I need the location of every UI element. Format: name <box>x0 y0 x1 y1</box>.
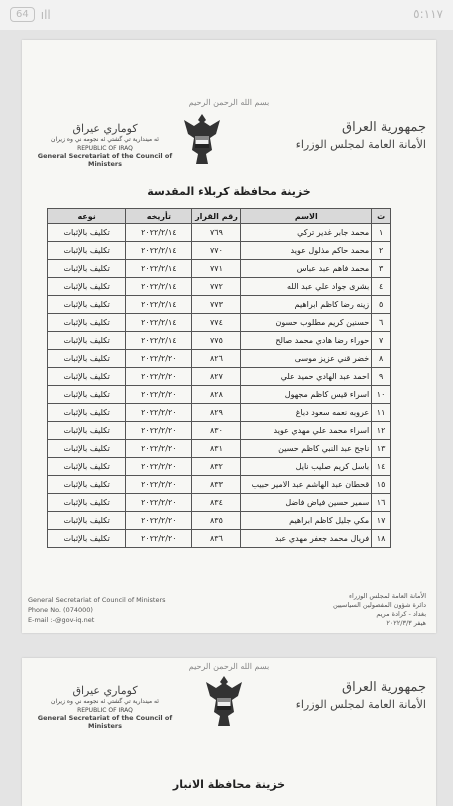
row-number: ٤ <box>372 278 391 296</box>
row-number: ٣ <box>372 260 391 278</box>
table-row <box>48 224 391 242</box>
row-type: تكليف بالإثبات <box>48 440 126 458</box>
row-number: ٢ <box>372 242 391 260</box>
table-row <box>48 440 391 458</box>
row-type: تكليف بالإثبات <box>48 404 126 422</box>
row-date: ٢٠٢٢/٢/٢٠ <box>126 350 192 368</box>
row-name: محمد فاهم عبد عباس <box>241 260 372 278</box>
footer-signature <box>333 592 426 628</box>
table-row <box>48 368 391 386</box>
table-row <box>48 494 391 512</box>
row-number: ٦ <box>372 314 391 332</box>
row-decision-no: ٨٣٦ <box>192 530 241 548</box>
row-type: تكليف بالإثبات <box>48 386 126 404</box>
table-row <box>48 458 391 476</box>
table-row <box>48 314 391 332</box>
header-republic-en: REPUBLIC OF IRAQ <box>77 707 133 714</box>
row-decision-no: ٨٣٥ <box>192 512 241 530</box>
row-decision-no: ٨٢٩ <box>192 404 241 422</box>
footer-sig-line3: بغداد - كرادة مريم <box>376 610 426 618</box>
row-type: تكليف بالإثبات <box>48 530 126 548</box>
col-no: ت <box>372 209 391 224</box>
row-name: ناجح عبد النبي كاظم حسين <box>241 440 372 458</box>
row-type: تكليف بالإثبات <box>48 422 126 440</box>
row-decision-no: ٧٧٤ <box>192 314 241 332</box>
row-decision-no: ٨٢٨ <box>192 386 241 404</box>
row-name: خضر قني عزيز موسى <box>241 350 372 368</box>
row-decision-no: ٨٢٦ <box>192 350 241 368</box>
row-name: محمد حاكم مذلول عويد <box>241 242 372 260</box>
header-secretariat: الأمانة العامة لمجلس الوزراء <box>295 698 426 711</box>
iraq-eagle-emblem-icon <box>180 110 224 168</box>
table-header-row <box>48 209 391 224</box>
footer-sig-line2: دائرة شؤون المفصولين السياسيين <box>333 601 426 609</box>
table-row <box>48 332 391 350</box>
row-name: بشرى جواد علي عبد الله <box>241 278 372 296</box>
row-type: تكليف بالإثبات <box>48 296 126 314</box>
row-date: ٢٠٢٢/٢/٢٠ <box>126 476 192 494</box>
row-decision-no: ٨٣٣ <box>192 476 241 494</box>
footer-org: General Secretariat of Council of Ministers <box>28 596 166 604</box>
header-kurdish-title: كوماري عيراق <box>72 122 138 135</box>
row-date: ٢٠٢٢/٢/١٤ <box>126 224 192 242</box>
row-type: تكليف بالإثبات <box>48 260 126 278</box>
footer-contact <box>28 595 166 625</box>
row-date: ٢٠٢٢/٢/١٤ <box>126 332 192 350</box>
header-kurdish-subtitle: ئه ميندارية تي گشتي ئه نجومه ني وه زيران <box>51 698 159 705</box>
row-name: حسنين كريم مطلوب حسون <box>241 314 372 332</box>
document-page-2 <box>22 658 436 806</box>
row-type: تكليف بالإثبات <box>48 512 126 530</box>
header-kurdish-title: كوماري عيراق <box>72 684 138 697</box>
header-kurdish-subtitle: ئه ميندارية تي گشتي ئه نجومه ني وه زيران <box>51 136 159 143</box>
battery-indicator: 64 <box>10 7 35 22</box>
col-type: نوعه <box>48 209 126 224</box>
row-date: ٢٠٢٢/٢/٢٠ <box>126 494 192 512</box>
row-type: تكليف بالإثبات <box>48 350 126 368</box>
row-date: ٢٠٢٢/٢/١٤ <box>126 260 192 278</box>
col-decision: رقم القرار <box>192 209 241 224</box>
iraq-eagle-emblem-icon <box>202 672 246 730</box>
row-name: حوراء رضا هادي محمد صالح <box>241 332 372 350</box>
row-decision-no: ٧٦٩ <box>192 224 241 242</box>
row-name: محمد جابر غدير تركي <box>241 224 372 242</box>
row-number: ١٦ <box>372 494 391 512</box>
row-number: ١٠ <box>372 386 391 404</box>
table-row <box>48 350 391 368</box>
names-table <box>47 208 391 548</box>
row-name: فريال محمد جعفر مهدي عبد <box>241 530 372 548</box>
header-secretariat-en: General Secretariat of the Council of Ministers <box>37 152 173 168</box>
table-row <box>48 422 391 440</box>
row-name: مكي جليل كاظم ابراهيم <box>241 512 372 530</box>
row-number: ١٤ <box>372 458 391 476</box>
row-date: ٢٠٢٢/٢/١٤ <box>126 278 192 296</box>
col-name: الاسم <box>241 209 372 224</box>
header-secretariat-en: General Secretariat of the Council of Ministers <box>37 714 173 730</box>
row-type: تكليف بالإثبات <box>48 314 126 332</box>
row-date: ٢٠٢٢/٢/١٤ <box>126 296 192 314</box>
row-number: ١٥ <box>372 476 391 494</box>
footer-phone: Phone No. (074000) <box>28 606 93 614</box>
row-date: ٢٠٢٢/٢/٢٠ <box>126 458 192 476</box>
row-date: ٢٠٢٢/٢/٢٠ <box>126 512 192 530</box>
row-decision-no: ٨٣٠ <box>192 422 241 440</box>
row-name: اسراء قيس كاظم مجهول <box>241 386 372 404</box>
status-bar <box>0 0 453 30</box>
row-date: ٢٠٢٢/٢/١٤ <box>126 242 192 260</box>
table-row <box>48 296 391 314</box>
footer-sig-line1: الأمانة العامة لمجلس الوزراء <box>349 592 426 600</box>
row-type: تكليف بالإثبات <box>48 332 126 350</box>
row-type: تكليف بالإثبات <box>48 278 126 296</box>
signal-icon: ıll <box>40 7 51 22</box>
row-type: تكليف بالإثبات <box>48 476 126 494</box>
row-name: احمد عبد الهادي حميد علي <box>241 368 372 386</box>
row-number: ١١ <box>372 404 391 422</box>
row-decision-no: ٨٢٧ <box>192 368 241 386</box>
table-row <box>48 278 391 296</box>
row-name: عروبه نعمه سعود دباغ <box>241 404 372 422</box>
table-row <box>48 260 391 278</box>
table-row <box>48 512 391 530</box>
row-type: تكليف بالإثبات <box>48 458 126 476</box>
header-secretariat: الأمانة العامة لمجلس الوزراء <box>295 138 426 151</box>
footer-sig-line4: هيفر ٢٠٢٢/٣/٣ <box>386 619 426 627</box>
row-type: تكليف بالإثبات <box>48 368 126 386</box>
row-date: ٢٠٢٢/٢/٢٠ <box>126 422 192 440</box>
table-row <box>48 530 391 548</box>
row-decision-no: ٧٧٢ <box>192 278 241 296</box>
table-title-2: خزينة محافظة الانبار <box>172 778 286 791</box>
row-date: ٢٠٢٢/٢/٢٠ <box>126 368 192 386</box>
row-number: ٩ <box>372 368 391 386</box>
row-name: سمير حسين فياض فاضل <box>241 494 372 512</box>
basmala: بسم الله الرحمن الرحيم <box>188 98 270 107</box>
header-republic-en: REPUBLIC OF IRAQ <box>77 145 133 152</box>
header-country: جمهورية العراق <box>342 680 426 695</box>
row-type: تكليف بالإثبات <box>48 242 126 260</box>
row-number: ٨ <box>372 350 391 368</box>
row-number: ١٢ <box>372 422 391 440</box>
row-name: زينه رضا كاظم ابراهيم <box>241 296 372 314</box>
row-number: ١٣ <box>372 440 391 458</box>
header-country: جمهورية العراق <box>342 120 426 135</box>
row-date: ٢٠٢٢/٢/٢٠ <box>126 404 192 422</box>
row-type: تكليف بالإثبات <box>48 224 126 242</box>
row-date: ٢٠٢٢/٢/٢٠ <box>126 386 192 404</box>
row-date: ٢٠٢٢/٢/٢٠ <box>126 530 192 548</box>
col-date: تأريخه <box>126 209 192 224</box>
row-type: تكليف بالإثبات <box>48 494 126 512</box>
row-number: ٥ <box>372 296 391 314</box>
table-row <box>48 404 391 422</box>
document-page-1 <box>22 40 436 633</box>
row-decision-no: ٨٣١ <box>192 440 241 458</box>
row-name: اسراء محمد علي مهدي عويد <box>241 422 372 440</box>
row-number: ١٧ <box>372 512 391 530</box>
table-title: خزينة محافظة كربلاء المقدسة <box>147 185 311 198</box>
row-decision-no: ٧٧٣ <box>192 296 241 314</box>
table-row <box>48 476 391 494</box>
footer-email: E-mail :-@gov-iq.net <box>28 616 95 624</box>
row-decision-no: ٧٧١ <box>192 260 241 278</box>
image-viewer[interactable] <box>0 30 453 806</box>
row-number: ٧ <box>372 332 391 350</box>
table-row <box>48 386 391 404</box>
status-time: ٥:١١٧ <box>413 7 443 21</box>
row-decision-no: ٧٧٠ <box>192 242 241 260</box>
row-decision-no: ٨٣٤ <box>192 494 241 512</box>
row-decision-no: ٧٧٥ <box>192 332 241 350</box>
row-number: ١ <box>372 224 391 242</box>
row-number: ١٨ <box>372 530 391 548</box>
row-date: ٢٠٢٢/٢/٢٠ <box>126 440 192 458</box>
table-row <box>48 242 391 260</box>
basmala: بسم الله الرحمن الرحيم <box>188 662 270 671</box>
row-name: باسل كريم صليب نايل <box>241 458 372 476</box>
row-decision-no: ٨٣٢ <box>192 458 241 476</box>
row-name: قحطان عبد الهاشم عبد الامير حبيب <box>241 476 372 494</box>
row-date: ٢٠٢٢/٢/١٤ <box>126 314 192 332</box>
